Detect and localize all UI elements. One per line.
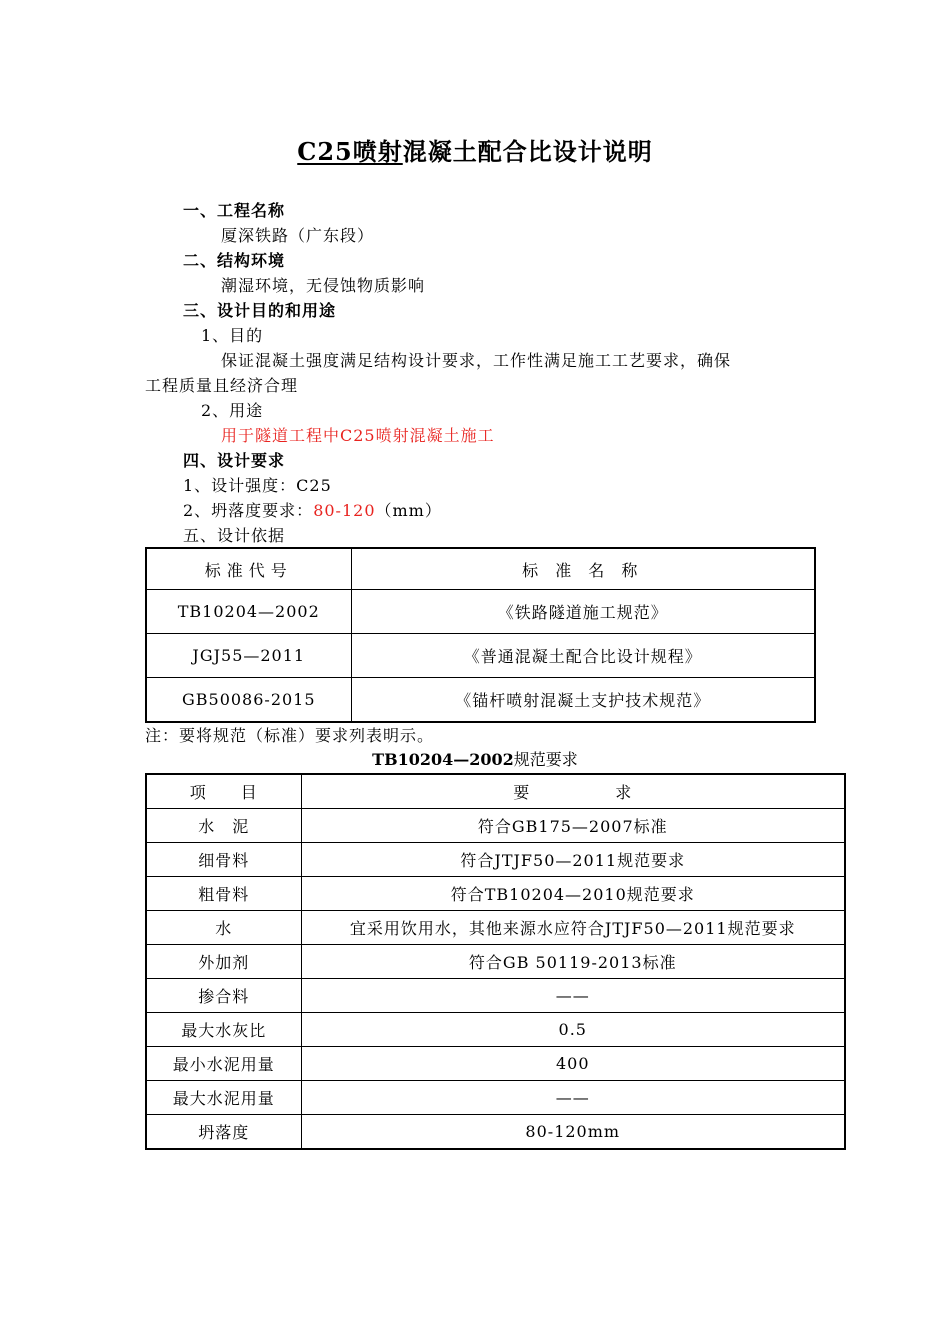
standard-name: 《普通混凝土配合比设计规程》	[351, 634, 815, 678]
section-2-body: 潮湿环境，无侵蚀物质影响	[221, 276, 426, 295]
standard-name: 《铁路隧道施工规范》	[351, 590, 815, 634]
caption-code: TB10204—2002	[372, 750, 514, 769]
section-3-sub1-body-line2: 工程质量且经济合理	[145, 376, 299, 395]
item-cell: 最大水泥用量	[146, 1081, 301, 1115]
table-row	[146, 945, 845, 979]
requirement-cell: 符合GB175—2007标准	[301, 809, 845, 843]
table-row	[146, 877, 845, 911]
table-row	[146, 843, 845, 877]
section-3-heading: 三、设计目的和用途	[183, 301, 337, 320]
section-4-item2	[183, 501, 442, 521]
table-row	[146, 979, 845, 1013]
section-3-sub1-body-line1: 保证混凝土强度满足结构设计要求，工作性满足施工工艺要求，确保	[221, 351, 732, 370]
section-4-item1: 1、设计强度：C25	[183, 476, 332, 495]
table-header-row	[146, 774, 845, 809]
title-underlined-part: C25喷射	[297, 137, 403, 166]
section-4-heading: 四、设计要求	[183, 451, 286, 470]
table-row	[146, 1047, 845, 1081]
requirements-table	[145, 773, 846, 1150]
requirement-cell: 0.5	[301, 1013, 845, 1047]
requirement-cell: 80-120mm	[301, 1115, 845, 1150]
table-row	[146, 590, 815, 634]
table-row	[146, 1115, 845, 1150]
table-row	[146, 678, 815, 723]
slump-value: 80-120	[313, 501, 376, 520]
requirements-caption	[0, 750, 950, 770]
section-3-sub2-body: 用于隧道工程中C25喷射混凝土施工	[221, 426, 495, 445]
section-3-sub1: 1、目的	[201, 326, 264, 345]
slump-unit: （mm）	[375, 501, 442, 520]
item-cell: 掺合料	[146, 979, 301, 1013]
requirement-cell: ——	[301, 1081, 845, 1115]
section-1-body: 厦深铁路（广东段）	[221, 226, 375, 245]
header-cell-item: 项 目	[146, 774, 301, 809]
table-header-row	[146, 548, 815, 590]
item-cell: 粗骨料	[146, 877, 301, 911]
requirement-cell: 400	[301, 1047, 845, 1081]
requirement-cell: 符合JTJF50—2011规范要求	[301, 843, 845, 877]
table-row	[146, 911, 845, 945]
item-cell: 坍落度	[146, 1115, 301, 1150]
table-note: 注：要将规范（标准）要求列表明示。	[145, 726, 435, 745]
item-cell: 水	[146, 911, 301, 945]
table-row	[146, 1013, 845, 1047]
page-title	[0, 132, 950, 167]
requirement-cell: 符合GB 50119-2013标准	[301, 945, 845, 979]
item-cell: 最大水灰比	[146, 1013, 301, 1047]
table-row	[146, 809, 845, 843]
section-5-heading: 五、设计依据	[183, 526, 286, 545]
header-cell-name: 标 准 名 称	[351, 548, 815, 590]
header-cell-code: 标准代号	[146, 548, 351, 590]
requirement-cell: 宜采用饮用水，其他来源水应符合JTJF50—2011规范要求	[301, 911, 845, 945]
section-2-heading: 二、结构环境	[183, 251, 286, 270]
header-cell-requirement: 要 求	[301, 774, 845, 809]
section-3-sub2: 2、用途	[201, 401, 264, 420]
requirement-cell: ——	[301, 979, 845, 1013]
item-cell: 最小水泥用量	[146, 1047, 301, 1081]
item-cell: 外加剂	[146, 945, 301, 979]
standard-name: 《锚杆喷射混凝土支护技术规范》	[351, 678, 815, 723]
table-row	[146, 634, 815, 678]
standard-code: JGJ55—2011	[146, 634, 351, 678]
slump-label: 2、坍落度要求：	[183, 501, 314, 520]
title-rest: 混凝土配合比设计说明	[402, 137, 653, 166]
item-cell: 细骨料	[146, 843, 301, 877]
standard-code: TB10204—2002	[146, 590, 351, 634]
caption-text: 规范要求	[513, 750, 578, 769]
standards-table	[145, 547, 816, 723]
requirement-cell: 符合TB10204—2010规范要求	[301, 877, 845, 911]
section-1-heading: 一、工程名称	[183, 201, 286, 220]
table-row	[146, 1081, 845, 1115]
standard-code: GB50086-2015	[146, 678, 351, 723]
item-cell: 水 泥	[146, 809, 301, 843]
